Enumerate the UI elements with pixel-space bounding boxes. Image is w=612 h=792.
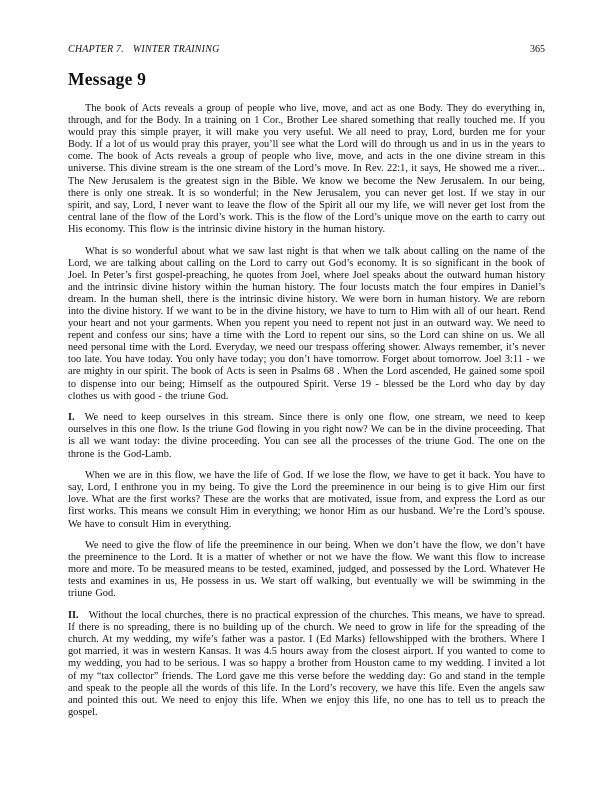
paragraph-3-text: We need to keep ourselves in this stream. Since there is only one flow, one stream, we need to keep ourselves in this one flow. Is the triune God flowing in you right now? We can be in the divine proceeding. That is all we want today: the divine proceeding. You can see all the processes of the triune God. The one on the throne is the God-Lamb. (68, 412, 545, 460)
paragraph-1: The book of Acts reveals a group of people who live, move, and act as one Body. They do everything in, through, and for the Body. In a training on 1 Cor., Brother Lee shared something that really touched me. If you would pray this simple prayer, it will make you very useful. We all need to pray, Lord, burden me for your Body. If a lot of us would pray this prayer, you’ll see what the Lord will do through us and in us in the years to come. The book of Acts reveals a group of people who live, move, and acts in the one divine stream in this universe. This divine stream is the one stream of the Lord’s move. In Rev. 22:1, it says, He showed me a river... The New Jerusalem is the greatest sign in the Bible. We know we become the New Jerusalem. In our being, there is only one streak. It is so wonderful; in the New Jerusalem, you can never get lost. If we stay in our spirit, and say, Lord, I never want to leave the flow of the Spirit all our my life, we will never get lost from the central lane of the flow of the Lord’s work. This is the flow of the Lord’s unique move on the earth to carry out His economy. This flow is the intrinsic divine history in the human history. (68, 103, 545, 235)
roman-numeral-1-label: I. (68, 412, 75, 424)
paragraph-5: We need to give the flow of life the preeminence in our being. When we don’t have the flow, we don’t have the preeminence to the Lord. It is a matter of whether or not we have the flow. We want this flow to increase more and more. To be measured means to be tested, examined, judged, and possessed by the Lord. Whatever He tests and examines in us, He possess in us. We start off walking, but eventually we will be swimming in the triune God. (68, 540, 545, 600)
page-title: Message 9 (68, 69, 147, 89)
chapter-heading (68, 44, 220, 56)
paragraph-6 (68, 610, 545, 719)
paragraph-2: What is so wonderful about what we saw last night is that when we talk about calling on the name of the Lord, we are talking about calling on the Lord to carry out God’s economy. It is so significant in the book of Joel. In Peter’s first gospel-preaching, he quotes from Joel, where Joel speaks about the outward human history and the intrinsic divine history within the human history. The four locusts match the four empires in Daniel’s dream. In the human shell, there is the intrinsic divine history. We were born in human history. We are reborn into the divine history. If we want to be in the divine history, we have to turn to Him with all of our heart. Rend your heart and not your garments. When you repent you need to repent not just in an outward way. We need to repent and confess our sins; have a time with the Lord to repent our sins, so the Lord can shine on us. We all need personal time with the Lord. Everyday, we need our trespass offering shower. Always remember, it’s never too late. You have today. You only have today; you don’t have tomorrow. Forget about tomorrow. Joel 3:11 - we are mighty in our spirit. The book of Acts is seen in Psalms 68 . When the Lord ascended, He gained some spoil to dispense into our being; Himself as the outpoured Spirit. Verse 19 - blessed be the Lord who day by day clothes us with good - the triune God. (68, 245, 545, 402)
paragraph-4: When we are in this flow, we have the life of God. If we lose the flow, we have to get it back. You have to say, Lord, I enthrone you in my being. To give the Lord the preeminence in our being is to give Him our first love. What are the first works? These are the works that are motivated, issue from, and express the Lord as our first works. This means we consult Him in everything; we honor Him as our husband. We’re the Lord’s spouse. We have to consult Him in everything. (68, 470, 545, 530)
page-number: 365 (530, 44, 545, 55)
chapter-label: CHAPTER 7. (68, 44, 124, 55)
paragraph-3 (68, 412, 545, 460)
running-header (68, 44, 545, 56)
roman-numeral-2-label: II. (68, 610, 79, 622)
paragraph-6-text: Without the local churches, there is no practical expression of the churches. This means, we have to spread. If there is no spreading, there is no building up of the church. We need to grow in life for the spreading of the church. At my wedding, my wife’s father was a pastor. I (Ed Marks) fellowshipped with the brothers. Where I got married, it was in western Kansas. It was 4.5 hours away from the closest airport. If you wanted to come to my wedding, you had to be serious. I was so happy a brother from Houston came to my wedding. I invited a lot of my “tax collector” friends. The Lord gave me this verse before the wedding day: Go and stand in the temple and speak to the people all the words of this life. In the Lord’s recovery, we have this life. Even the angels saw and pointed this out. We need to enjoy this life. When we enjoy this life, no one has to tell us to preach the gospel. (68, 610, 545, 718)
chapter-title: WINTER TRAINING (132, 44, 220, 55)
